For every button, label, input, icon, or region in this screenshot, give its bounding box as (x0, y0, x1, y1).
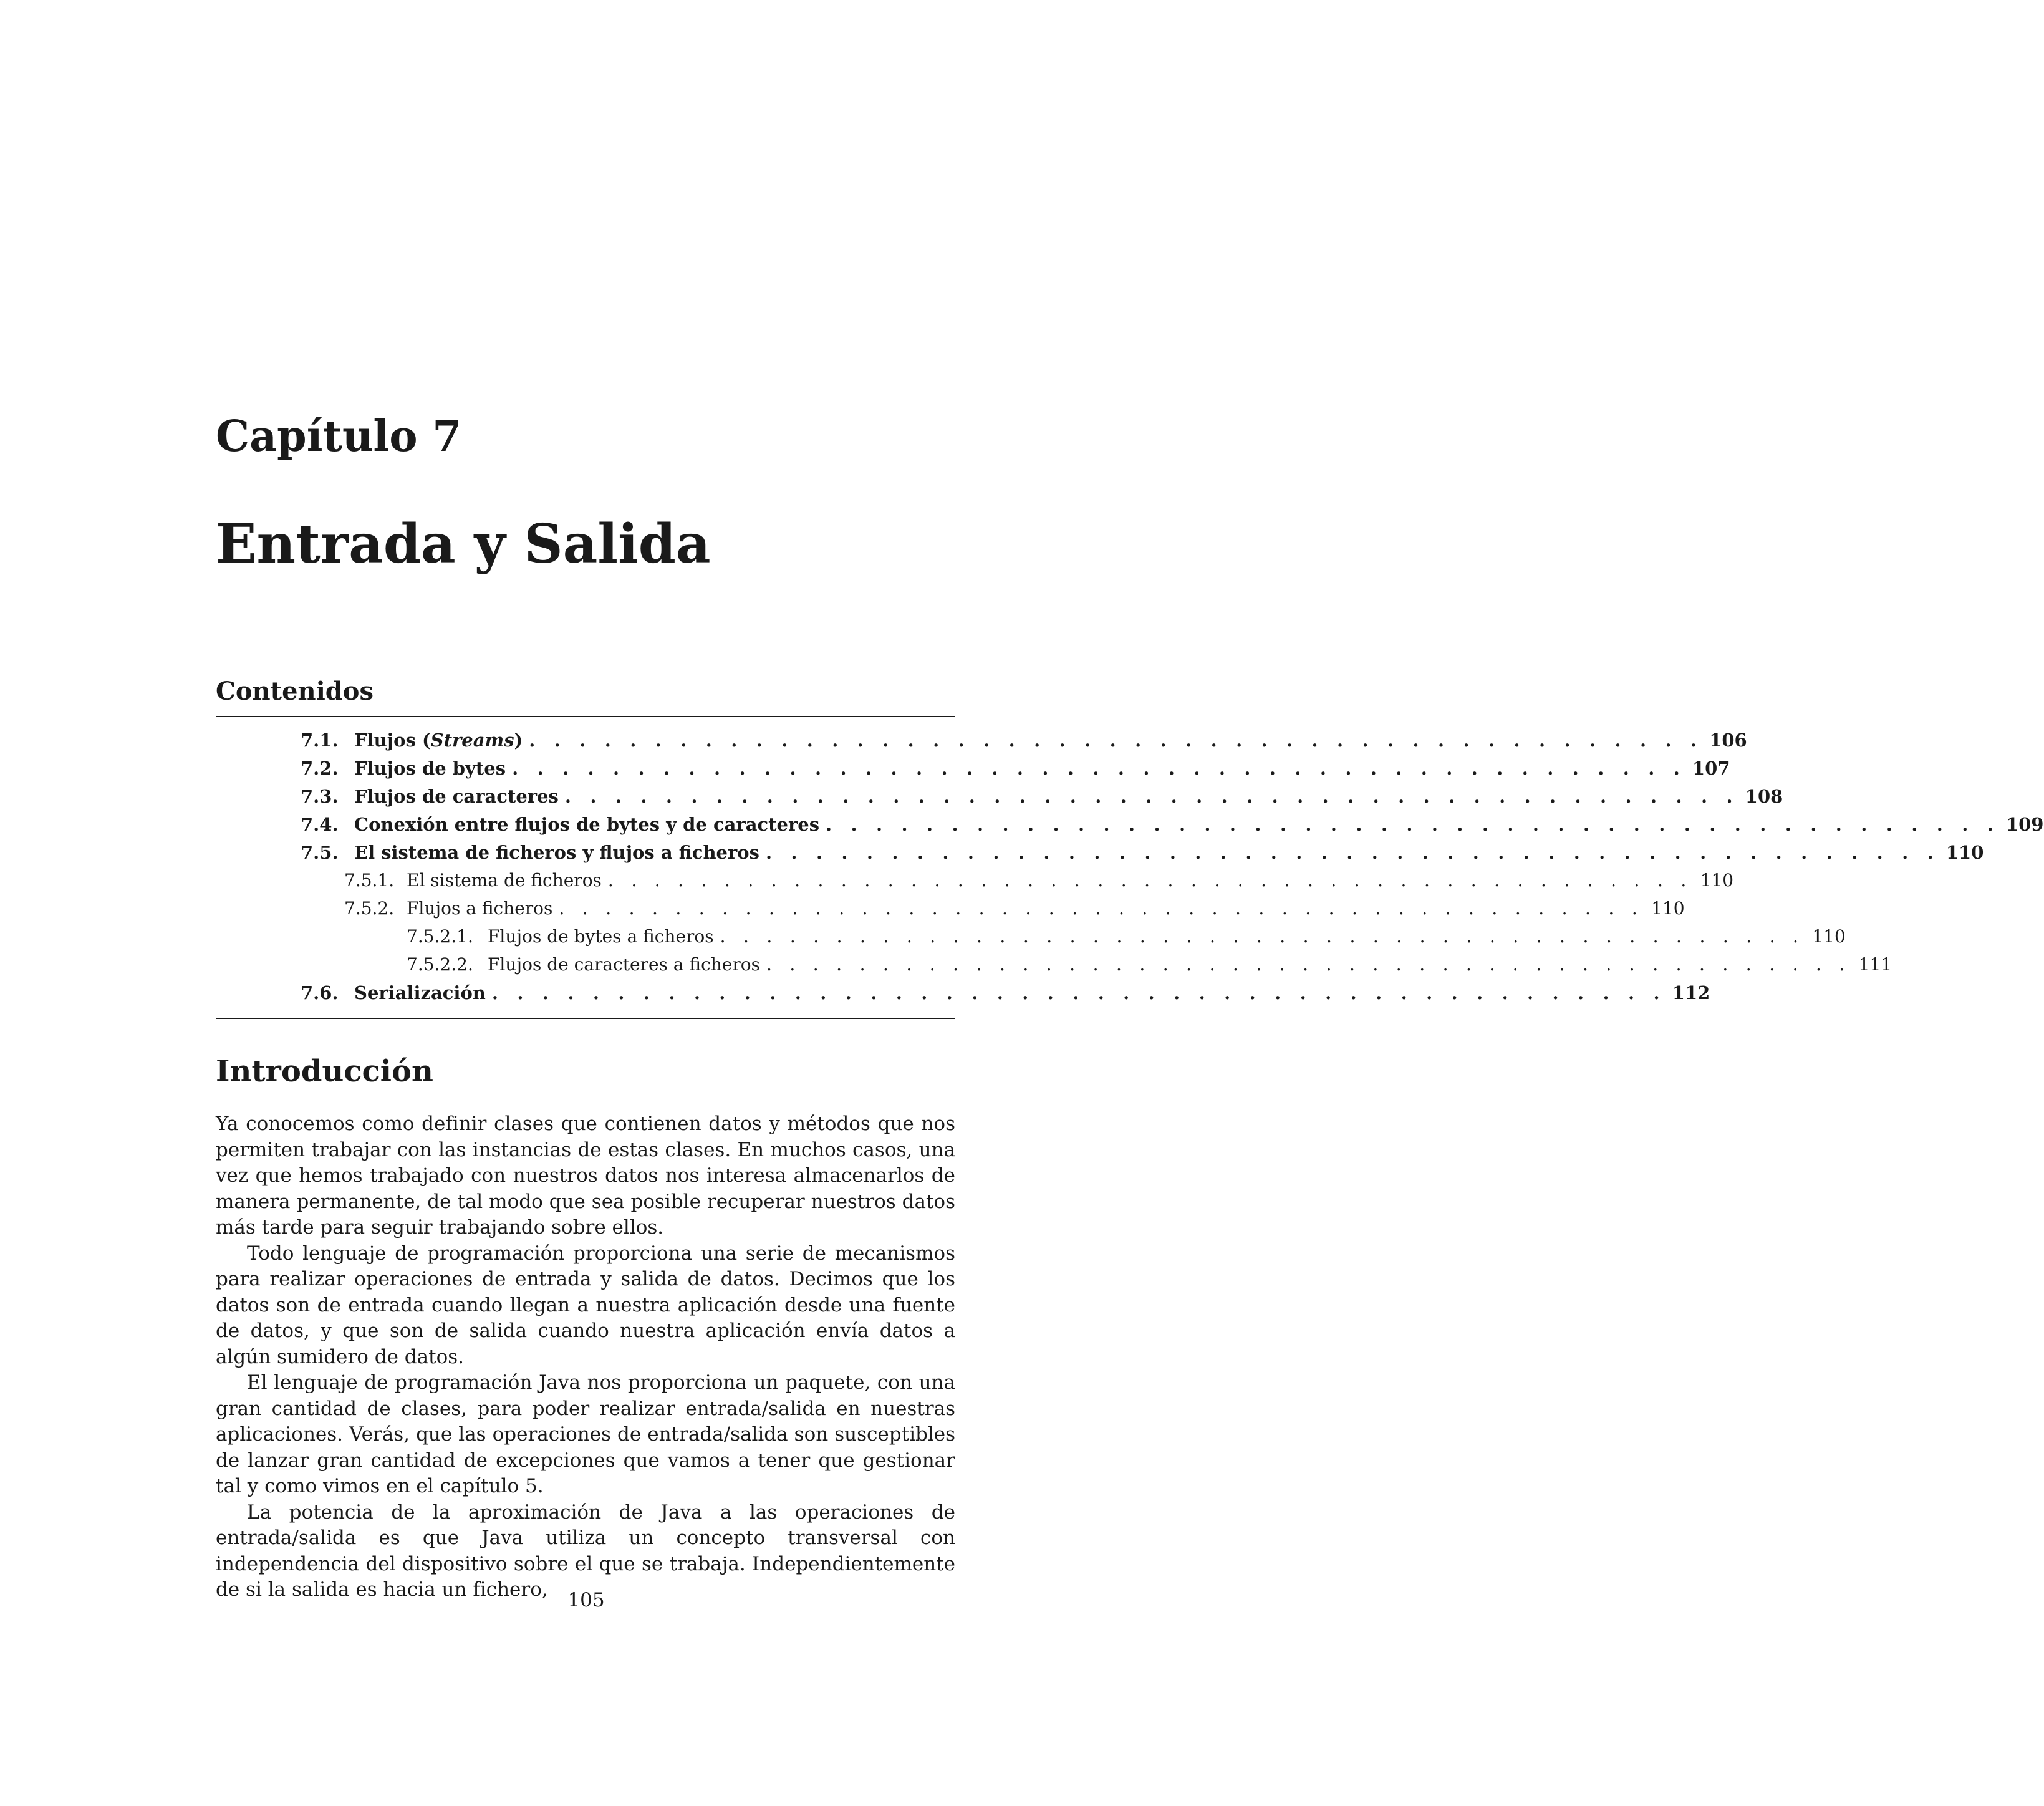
toc-leader-dots: . . . . . . . . . . . . . . . . . . . . . . . . . . . . . . . . . . . . . . . . . . . . . . . (826, 814, 2000, 835)
toc-entry-page: 108 (1745, 786, 1783, 807)
toc-entry-page: 110 (1945, 842, 1984, 863)
toc-entry-number: 7.3. (301, 786, 339, 807)
toc-top-rule (216, 716, 955, 717)
toc-leader-dots: . . . . . . . . . . . . . . . . . . . . . . . . . . . . . . . . . . . . . . . . . . . . . . . (559, 898, 1644, 919)
toc-leader-dots: . . . . . . . . . . . . . . . . . . . . . . . . . . . . . . . . . . . . . . . . . . . . . . . (720, 926, 1805, 947)
toc-entry-title: Flujos de caracteres (354, 786, 559, 807)
toc-entry-number: 7.5.2.1. (407, 926, 473, 947)
chapter-title: Entrada y Salida (216, 513, 711, 576)
toc-entry-number: 7.5. (301, 842, 339, 863)
toc-entry-title: El sistema de ficheros y flujos a ficheros (354, 842, 759, 863)
toc-entry-title: Flujos a ficheros (407, 898, 553, 919)
toc-leader-dots: . . . . . . . . . . . . . . . . . . . . . . . . . . . . . . . . . . . . . . . . . . . . . . . (766, 954, 1851, 975)
toc-entry-number: 7.5.1. (344, 870, 395, 891)
toc-leader-dots: . . . . . . . . . . . . . . . . . . . . . . . . . . . . . . . . . . . . . . . . . . . . . . . (491, 982, 1666, 1003)
toc-entry[interactable] (301, 814, 2044, 841)
toc-entry[interactable] (301, 730, 1747, 757)
toc-entry-title: Flujos de bytes (354, 758, 506, 779)
toc-leader-dots: . . . . . . . . . . . . . . . . . . . . . . . . . . . . . . . . . . . . . . . . . . . . . . . (765, 842, 1940, 863)
toc-entry-number: 7.1. (301, 730, 339, 751)
toc-entry-title: Conexión entre flujos de bytes y de caracteres (354, 814, 820, 835)
toc-entry-number: 7.5.2. (344, 898, 395, 919)
toc-entry[interactable] (301, 786, 1783, 813)
toc-entry-page: 110 (1700, 870, 1734, 891)
toc-bottom-rule (216, 1018, 955, 1019)
toc-entry[interactable] (344, 870, 1734, 897)
toc-entry-page: 110 (1812, 926, 1846, 947)
toc-leader-dots: . . . . . . . . . . . . . . . . . . . . . . . . . . . . . . . . . . . . . . . . . . . . . . . (529, 730, 1704, 751)
toc-entry[interactable] (407, 954, 1892, 982)
toc-entry-title: Flujos (Streams) (354, 730, 523, 751)
toc-entry[interactable] (301, 842, 1984, 869)
toc-entry-title: El sistema de ficheros (407, 870, 602, 891)
paragraph: Todo lenguaje de programación proporciona una serie de mecanismos para realizar operaciones de entrada y salida de datos. Decimos que los datos son de entrada cuando llegan a nuestra aplicación desde una fuente de datos, y que son de salida cuando nuestra aplicación envía datos a algún sumidero de datos. (216, 1242, 955, 1368)
paragraph: Ya conocemos como definir clases que contienen datos y métodos que nos permiten trabajar con las instancias de estas clases. En muchos casos, una vez que hemos trabajado con nuestros datos nos interesa almacenarlos de manera permanente, de tal modo que sea posible recuperar nuestros datos más tarde para seguir trabajando sobre ellos. (216, 1113, 955, 1239)
section-heading: Introducción (216, 1054, 433, 1089)
toc-entry-number: 7.4. (301, 814, 339, 835)
toc-entry-number: 7.2. (301, 758, 339, 779)
page-number: 105 (567, 1589, 605, 1611)
toc-entry-page: 106 (1709, 730, 1747, 751)
toc-entry-title: Serialización (354, 982, 486, 1003)
paragraph: La potencia de la aproximación de Java a las operaciones de entrada/salida es que Java utiliza un concepto transversal con independencia del dispositivo sobre el que se trabaja. Independientemente de si la salida es hacia un fichero, (216, 1500, 955, 1601)
toc-heading: Contenidos (216, 677, 374, 706)
toc-entry[interactable] (301, 982, 1710, 1010)
toc-entry-page: 112 (1672, 982, 1710, 1003)
toc-leader-dots: . . . . . . . . . . . . . . . . . . . . . . . . . . . . . . . . . . . . . . . . . . . . . . . (512, 758, 1686, 779)
toc-entry[interactable] (301, 758, 1730, 785)
paragraph: El lenguaje de programación Java nos proporciona un paquete, con una gran cantidad de clases, para poder realizar entrada/salida en nuestras aplicaciones. Verás, que las operaciones de entrada/salida son susceptibles de lanzar gran cantidad de excepciones que vamos a tener que gestionar tal y como vimos en el capítulo 5. (216, 1371, 955, 1497)
toc-leader-dots: . . . . . . . . . . . . . . . . . . . . . . . . . . . . . . . . . . . . . . . . . . . . . . . (564, 786, 1739, 807)
toc-entry-page: 111 (1858, 954, 1892, 975)
toc-entry-title: Flujos de bytes a ficheros (488, 926, 714, 947)
toc-entry-page: 109 (2005, 814, 2044, 835)
toc-entry-page: 107 (1692, 758, 1730, 779)
toc-entry-title: Flujos de caracteres a ficheros (488, 954, 760, 975)
toc-entry[interactable] (407, 926, 1846, 954)
toc-entry-number: 7.5.2.2. (407, 954, 473, 975)
toc-entry-number: 7.6. (301, 982, 339, 1003)
toc-entry[interactable] (344, 898, 1685, 925)
body-text (216, 1111, 955, 1603)
chapter-label: Capítulo 7 (216, 412, 462, 461)
toc-entry-page: 110 (1651, 898, 1685, 919)
toc-leader-dots: . . . . . . . . . . . . . . . . . . . . . . . . . . . . . . . . . . . . . . . . . . . . . . . (607, 870, 1693, 891)
